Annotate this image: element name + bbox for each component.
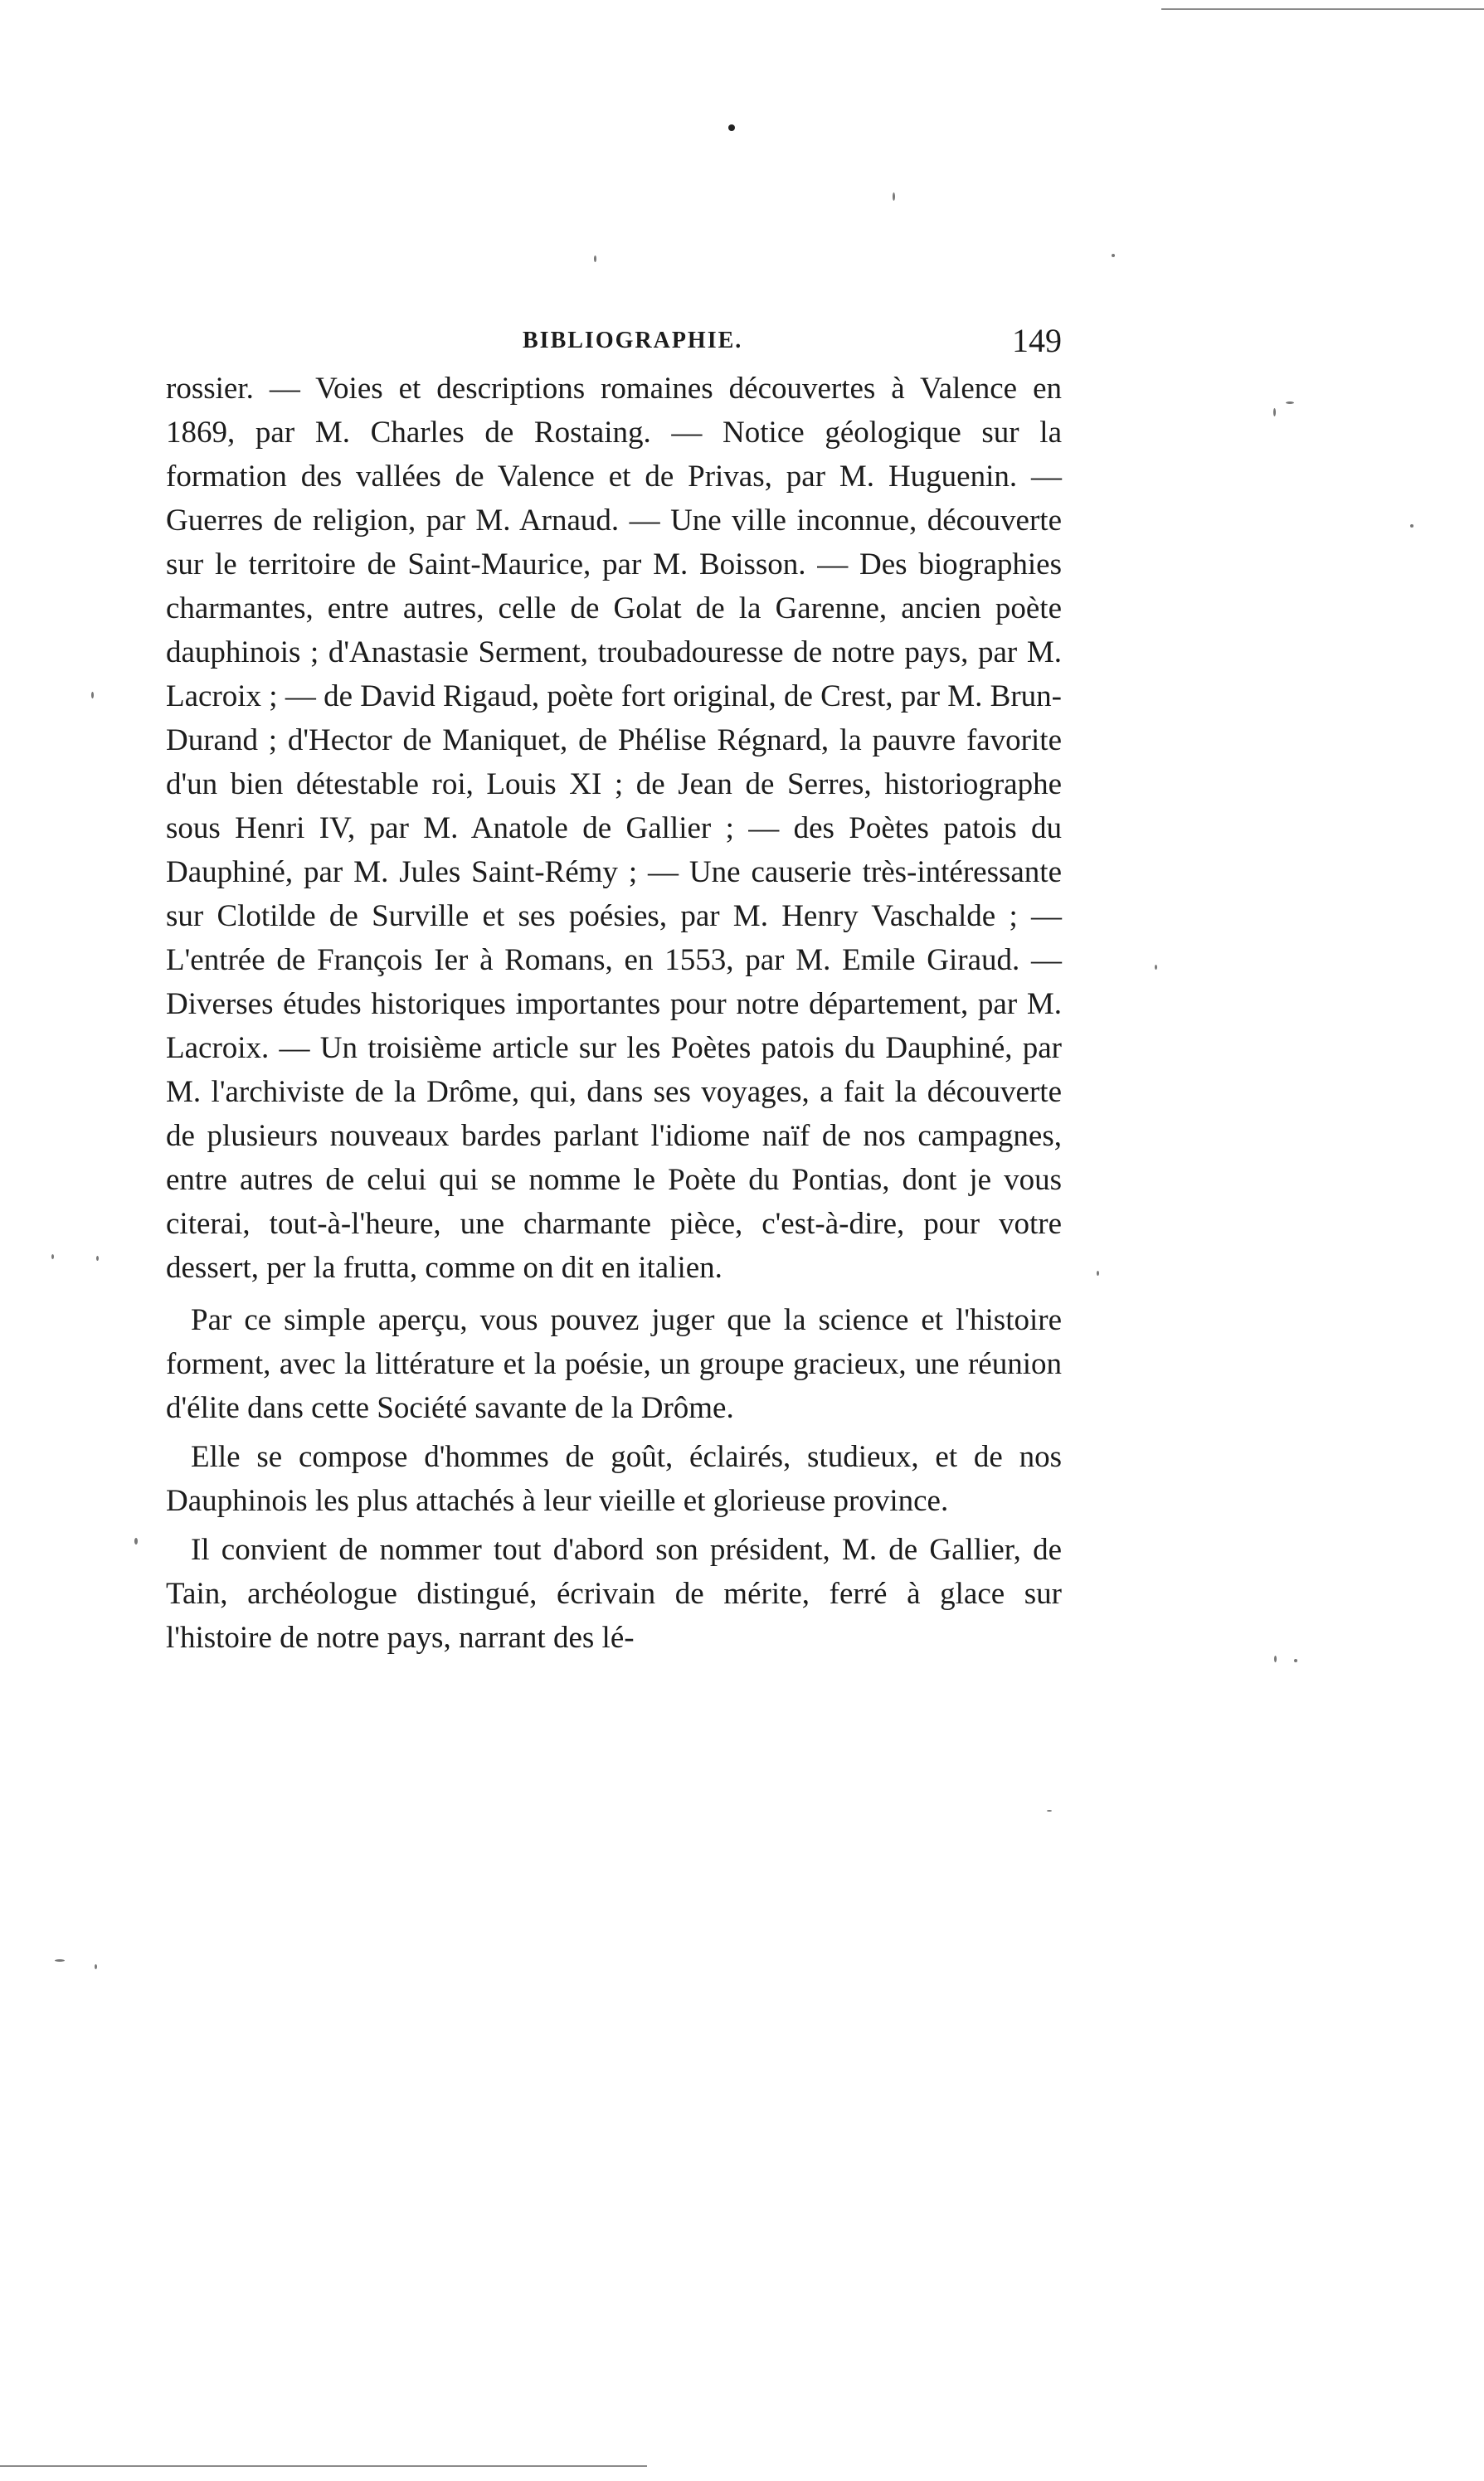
scan-speck	[55, 1959, 65, 1962]
paragraph-continued: rossier. — Voies et descriptions romaines découvertes à Valence en 1869, par M. Charles de Rostaing. — Notice géologique sur la formation des vallées de Valence et de Privas, par M. Huguenin. — Guerres de religion, par M. Arnaud. — Une ville inconnue, découverte sur le territoire de Saint-Maurice, par M. Boisson. — Des biographies charmantes, entre autres, celle de Golat de la Garenne, ancien poète dauphinois ; d'Anastasie Serment, troubadouresse de notre pays, par M. Lacroix ; — de David Rigaud, poète fort original, de Crest, par M. Brun-Durand ; d'Hector de Maniquet, de Phélise Régnard, la pauvre favorite d'un bien détestable roi, Louis XI ; de Jean de Serres, historiographe sous Henri IV, par M. Anatole de Gallier ; — des Poètes patois du Dauphiné, par M. Jules Saint-Rémy ; — Une causerie très-intéressante sur Clotilde de Surville et ses poésies, par M. Henry Vaschalde ; — L'entrée de François Ier à Romans, en 1553, par M. Emile Giraud. — Diverses études historiques importantes pour notre département, par M. Lacroix. — Un troisième article sur les Poètes patois du Dauphiné, par M. l'archiviste de la Drôme, qui, dans ses voyages, a fait la découverte de plusieurs nouveaux bardes parlant l'idiome naïf de nos campagnes, entre autres de celui qui se nomme le Poète du Pontias, dont je vous citerai, tout-à-l'heure, une charmante pièce, c'est-à-dire, pour votre dessert, per la frutta, comme on dit en italien.	[166, 372, 1062, 1285]
bottom-edge-rule	[0, 2465, 647, 2467]
scan-speck	[1155, 965, 1157, 970]
scan-speck	[95, 1964, 97, 1969]
page-header	[166, 320, 1062, 362]
scan-speck	[1273, 408, 1276, 416]
scan-speck	[91, 692, 94, 698]
scan-speck	[1294, 1659, 1297, 1662]
scan-speck	[1286, 401, 1294, 404]
top-edge-rule	[1161, 8, 1484, 10]
page-number: 149	[1012, 322, 1062, 359]
scan-speck	[1097, 1271, 1099, 1276]
scan-speck	[728, 124, 735, 131]
scan-speck	[893, 192, 895, 201]
scan-speck	[51, 1254, 54, 1259]
paragraph: Elle se compose d'hommes de goût, éclairés, studieux, et de nos Dauphinois les plus attachés à leur vieille et glorieuse province.	[166, 1440, 1062, 1518]
scan-speck	[1047, 1810, 1052, 1812]
paragraph: Par ce simple aperçu, vous pouvez juger que la science et l'histoire forment, avec la littérature et la poésie, un groupe gracieux, une réunion d'élite dans cette Société savante de la Drôme.	[166, 1303, 1062, 1425]
scan-speck	[1410, 524, 1413, 528]
scan-speck	[1112, 254, 1115, 257]
scan-speck	[594, 255, 596, 262]
scan-speck	[134, 1538, 138, 1545]
paragraph: Il convient de nommer tout d'abord son président, M. de Gallier, de Tain, archéologue distingué, écrivain de mérite, ferré à glace sur l'histoire de notre pays, narrant des lé-	[166, 1533, 1062, 1655]
running-head: BIBLIOGRAPHIE.	[523, 328, 743, 353]
body-text	[166, 367, 1062, 1660]
scan-speck	[96, 1256, 99, 1261]
scan-speck	[1274, 1656, 1277, 1662]
